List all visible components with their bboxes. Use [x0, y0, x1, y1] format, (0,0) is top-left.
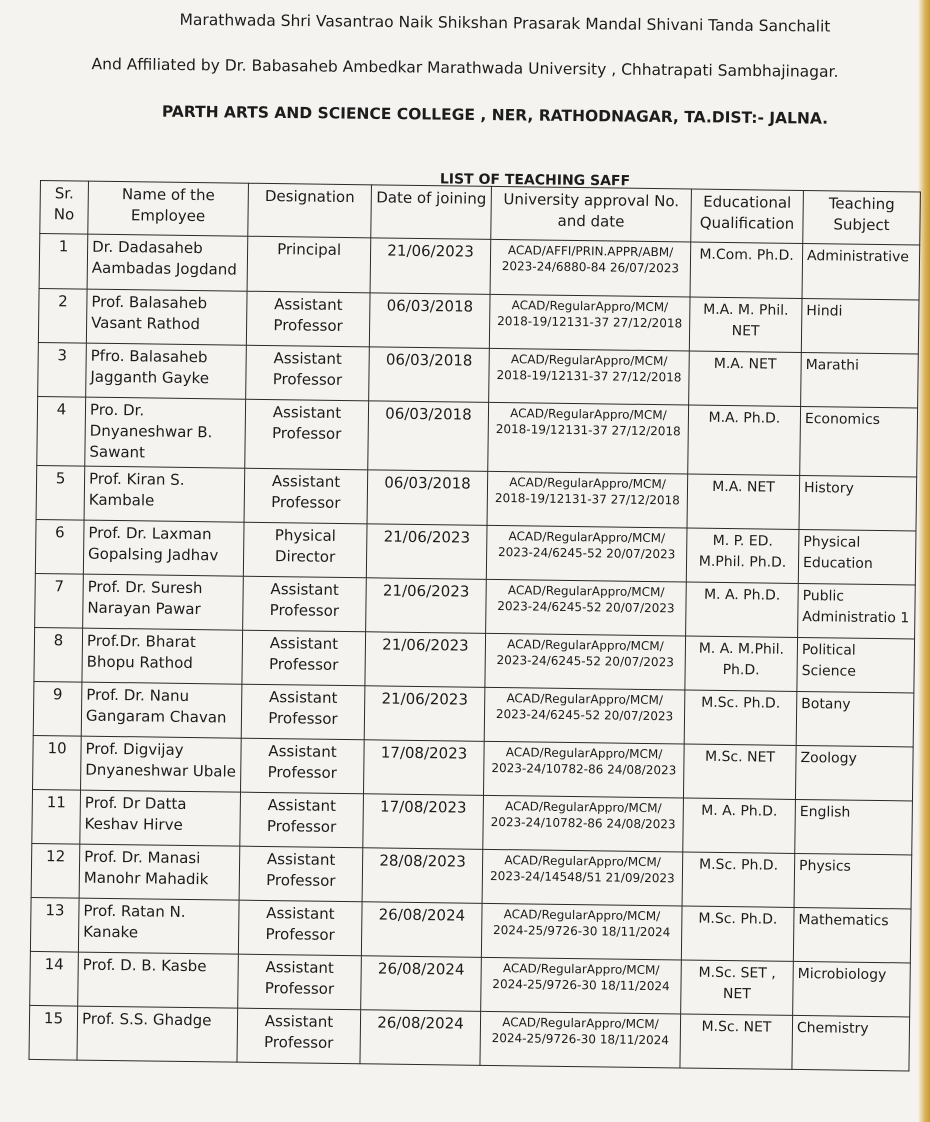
designation-cell: Assistant Professor: [241, 684, 365, 740]
sr-cell: 15: [29, 1005, 78, 1060]
table-row: [37, 396, 918, 477]
sr-cell: 5: [36, 465, 85, 520]
date-of-joining-cell: 28/08/2023: [362, 848, 483, 904]
designation-cell: Assistant Professor: [244, 468, 368, 524]
subject-cell: Economics: [800, 406, 918, 477]
date-of-joining-cell: 06/03/2018: [369, 347, 490, 403]
header-subject: Teaching Subject: [803, 190, 921, 245]
subject-cell: Physics: [794, 853, 912, 909]
affiliation-line: And Affiliated by Dr. Babasaheb Ambedkar Marathwada University , Chhatrapati Sambhajinagar.: [91, 55, 839, 81]
sr-cell: 4: [37, 396, 86, 466]
qualification-cell: M. A. Ph.D.: [683, 798, 796, 853]
qualification-cell: M.Sc. SET , NET: [681, 960, 794, 1015]
date-of-joining-cell: 26/08/2024: [361, 902, 482, 958]
designation-cell: Assistant Professor: [243, 576, 367, 632]
designation-cell: Assistant Professor: [238, 900, 362, 956]
name-cell: Prof. S.S. Ghadge: [77, 1006, 238, 1062]
approval-cell: ACAD/RegularAppro/MCM/ 2023-24/6245-52 20/07/2023: [486, 525, 687, 582]
header-date-of-joining: Date of joining: [371, 185, 492, 240]
subject-cell: Mathematics: [793, 907, 911, 963]
qualification-cell: M.A. M. Phil. NET: [689, 297, 802, 352]
approval-cell: ACAD/RegularAppro/MCM/ 2018-19/12131-37 27/12/2018: [487, 471, 688, 528]
date-of-joining-cell: 26/08/2024: [360, 1010, 481, 1066]
header-approval: University approval No. and date: [491, 186, 692, 242]
sr-cell: 3: [38, 342, 87, 397]
name-cell: Prof.Dr. Bharat Bhopu Rathod: [82, 628, 243, 684]
subject-cell: Hindi: [801, 298, 919, 354]
approval-cell: ACAD/RegularAppro/MCM/ 2023-24/6245-52 20/07/2023: [484, 687, 685, 744]
name-cell: Prof. Kiran S. Kambale: [84, 466, 245, 522]
subject-cell: History: [799, 475, 917, 531]
college-name: PARTH ARTS AND SCIENCE COLLEGE , NER, RATHODNAGAR, TA.DIST:- JALNA.: [161, 102, 829, 128]
header-sr-no: Sr. No: [40, 181, 89, 235]
subject-cell: Public Administratio 1: [798, 583, 916, 639]
approval-cell: ACAD/RegularAppro/MCM/ 2023-24/6245-52 20/07/2023: [485, 633, 686, 690]
subject-cell: English: [795, 799, 913, 855]
name-cell: Prof. Digvijay Dnyaneshwar Ubale: [81, 736, 242, 792]
subject-cell: Botany: [796, 691, 914, 747]
qualification-cell: M.Sc. Ph.D.: [682, 852, 795, 907]
sr-cell: 1: [39, 234, 88, 290]
approval-cell: ACAD/RegularAppro/MCM/ 2023-24/10782-86 24/08/2023: [483, 741, 684, 798]
qualification-cell: M.Com. Ph.D.: [690, 242, 803, 298]
date-of-joining-cell: 21/06/2023: [366, 524, 487, 580]
qualification-cell: M. A. M.Phil. Ph.D.: [685, 636, 798, 691]
approval-cell: ACAD/RegularAppro/MCM/ 2018-19/12131-37 27/12/2018: [489, 294, 690, 351]
qualification-cell: M.A. NET: [687, 474, 800, 529]
designation-cell: Assistant Professor: [237, 1008, 361, 1064]
name-cell: Prof. Dr Datta Keshav Hirve: [80, 790, 241, 846]
sr-cell: 8: [34, 627, 83, 682]
designation-cell: Assistant Professor: [242, 630, 366, 686]
designation-cell: Assistant Professor: [240, 792, 364, 848]
date-of-joining-cell: 21/06/2023: [364, 686, 485, 742]
staff-table: [28, 180, 920, 1071]
approval-cell: ACAD/RegularAppro/MCM/ 2024-25/9726-30 18/11/2024: [481, 957, 682, 1014]
name-cell: Prof. Dr. Suresh Narayan Pawar: [83, 574, 244, 630]
designation-cell: Assistant Professor: [246, 345, 370, 401]
approval-cell: ACAD/RegularAppro/MCM/ 2018-19/12131-37 27/12/2018: [489, 348, 690, 405]
qualification-cell: M.Sc. NET: [680, 1014, 793, 1069]
subject-cell: Administrative: [802, 243, 920, 300]
name-cell: Prof. Dr. Laxman Gopalsing Jadhav: [83, 520, 244, 576]
date-of-joining-cell: 21/06/2023: [370, 238, 491, 295]
date-of-joining-cell: 21/06/2023: [365, 632, 486, 688]
subject-cell: Chemistry: [792, 1015, 910, 1071]
sr-cell: 2: [38, 288, 87, 343]
date-of-joining-cell: 17/08/2023: [363, 794, 484, 850]
designation-cell: Assistant Professor: [245, 399, 369, 470]
name-cell: Prof. Dr. Nanu Gangaram Chavan: [81, 682, 242, 738]
header-qualification: Educational Qualification: [691, 189, 804, 243]
sr-cell: 6: [35, 519, 84, 574]
sr-cell: 9: [33, 681, 82, 736]
table-row: [29, 1005, 910, 1071]
qualification-cell: M. A. Ph.D.: [686, 582, 799, 637]
date-of-joining-cell: 06/03/2018: [367, 470, 488, 526]
name-cell: Dr. Dadasaheb Aambadas Jogdand: [87, 234, 248, 291]
date-of-joining-cell: 26/08/2024: [361, 956, 482, 1012]
name-cell: Pfro. Balasaheb Jagganth Gayke: [86, 343, 247, 399]
sr-cell: 13: [30, 897, 79, 952]
subject-cell: Physical Education: [798, 529, 916, 585]
page-edge: [918, 0, 930, 1122]
date-of-joining-cell: 06/03/2018: [369, 293, 490, 349]
name-cell: Prof. Ratan N. Kanake: [78, 898, 239, 954]
designation-cell: Principal: [247, 236, 371, 293]
staff-table-wrapper: [28, 180, 920, 1071]
header-designation: Designation: [248, 183, 372, 238]
qualification-cell: M. P. ED. M.Phil. Ph.D.: [686, 528, 799, 583]
list-title: LIST OF TEACHING SAFF: [439, 171, 631, 190]
date-of-joining-cell: 21/06/2023: [366, 578, 487, 634]
designation-cell: Assistant Professor: [238, 954, 362, 1010]
qualification-cell: M.Sc. Ph.D.: [681, 906, 794, 961]
approval-cell: ACAD/RegularAppro/MCM/ 2024-25/9726-30 18/11/2024: [480, 1011, 681, 1068]
header-name: Name of the Employee: [88, 181, 249, 236]
sr-cell: 10: [33, 735, 82, 790]
sr-cell: 7: [35, 573, 84, 628]
approval-cell: ACAD/RegularAppro/MCM/ 2018-19/12131-37 27/12/2018: [488, 402, 689, 474]
qualification-cell: M.A. Ph.D.: [688, 405, 801, 475]
name-cell: Pro. Dr. Dnyaneshwar B. Sawant: [85, 397, 246, 468]
approval-cell: ACAD/AFFI/PRIN.APPR/ABM/ 2023-24/6880-84 26/07/2023: [490, 239, 691, 297]
subject-cell: Marathi: [801, 352, 919, 408]
qualification-cell: M.A. NET: [689, 351, 802, 406]
date-of-joining-cell: 06/03/2018: [368, 401, 489, 472]
sr-cell: 12: [31, 843, 80, 898]
designation-cell: Assistant Professor: [241, 738, 365, 794]
designation-cell: Physical Director: [243, 522, 367, 578]
qualification-cell: M.Sc. NET: [683, 744, 796, 799]
sr-cell: 11: [32, 789, 81, 844]
name-cell: Prof. D. B. Kasbe: [78, 952, 239, 1008]
subject-cell: Political Science: [797, 637, 915, 693]
qualification-cell: M.Sc. Ph.D.: [684, 690, 797, 745]
approval-cell: ACAD/RegularAppro/MCM/ 2023-24/14548/51 21/09/2023: [482, 849, 683, 906]
approval-cell: ACAD/RegularAppro/MCM/ 2023-24/6245-52 20/07/2023: [486, 579, 687, 636]
subject-cell: Zoology: [795, 745, 913, 801]
sr-cell: 14: [30, 951, 79, 1006]
designation-cell: Assistant Professor: [246, 291, 370, 347]
trust-name: Marathwada Shri Vasantrao Naik Shikshan Prasarak Mandal Shivani Tanda Sanchalit: [179, 10, 831, 36]
date-of-joining-cell: 17/08/2023: [363, 740, 484, 796]
name-cell: Prof. Dr. Manasi Manohr Mahadik: [79, 844, 240, 900]
name-cell: Prof. Balasaheb Vasant Rathod: [86, 289, 247, 345]
designation-cell: Assistant Professor: [239, 846, 363, 902]
subject-cell: Microbiology: [793, 961, 911, 1017]
approval-cell: ACAD/RegularAppro/MCM/ 2024-25/9726-30 18/11/2024: [481, 903, 682, 960]
approval-cell: ACAD/RegularAppro/MCM/ 2023-24/10782-86 24/08/2023: [483, 795, 684, 852]
